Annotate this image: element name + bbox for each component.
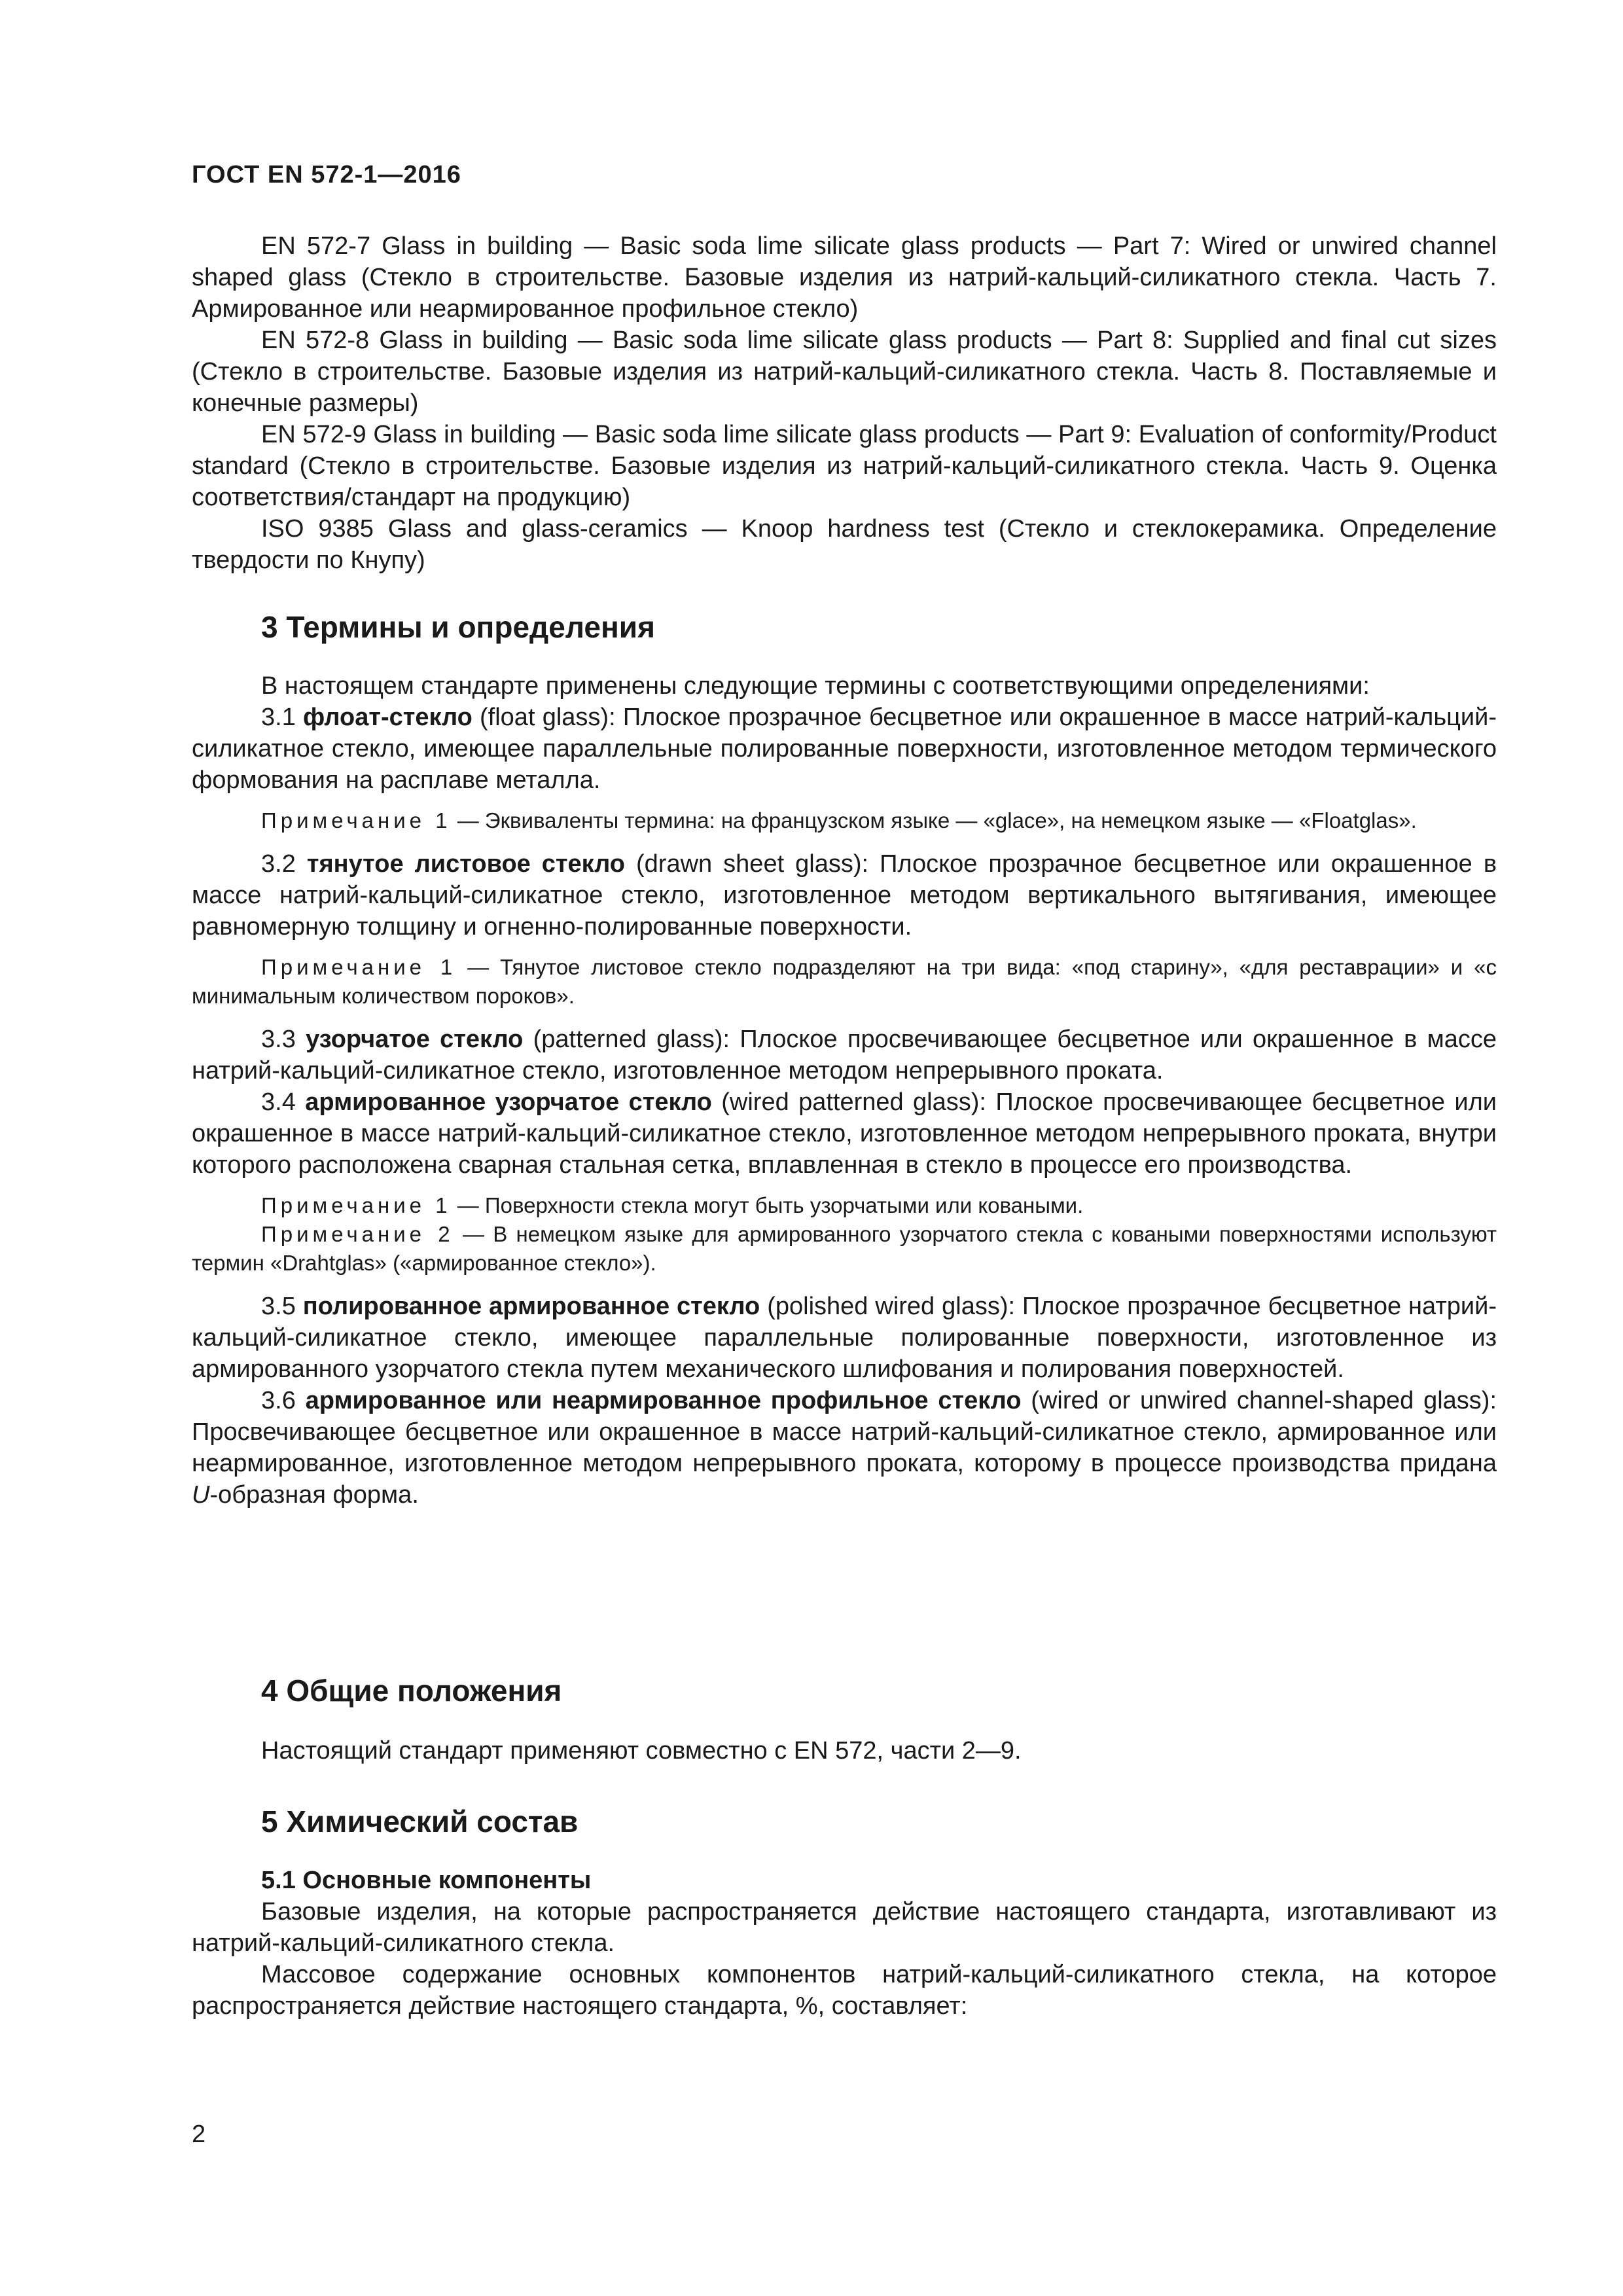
note-3-2: Примечание 1 — Тянутое листовое стекло подразделяют на три вида: «под старину», «для реставрации» и «с минимальным количеством пороков». — [192, 955, 1497, 1008]
ref-en-572-8: EN 572-8 Glass in building — Basic soda lime silicate glass products — Part 8: Supplied and final cut sizes (Стекло в строительстве. Базовые изделия из натрий-кальций-силикатного стекла. Часть 8. Поставляемые и конечные размеры) — [192, 327, 1497, 417]
note-3-1: Примечание 1 — Эквиваленты термина: на французском языке — «glace», на немецком языке — «Floatglas». — [261, 808, 1417, 833]
section-3-title: 3 Термины и определения — [261, 610, 655, 644]
ref-en-572-7: EN 572-7 Glass in building — Basic soda lime silicate glass products — Part 7: Wired or unwired channel shaped glass (Стекло в строительстве. Базовые изделия из натрий-кальций-силикатного стекла. Часть 7. Армированное или неармированное профильное стекло) — [192, 232, 1497, 323]
page-number: 2 — [192, 2121, 206, 2148]
term-3-3-name: узорчатое стекло — [306, 1026, 524, 1053]
term-3-6-name: армированное или неармированное профильное стекло — [305, 1387, 1022, 1414]
term-3-1: 3.1 флоат-стекло (float glass): Плоское прозрачное бесцветное или окрашенное в массе натрий-кальций-силикатное стекло, имеющее параллельные полированные поверхности, изготовленное методом термического формования на расплаве металла. — [192, 704, 1497, 794]
term-3-5: 3.5 полированное армированное стекло (polished wired glass): Плоское прозрачное бесцветное натрий-кальций-силикатное стекло, имеющее параллельные полированные поверхности, изготовленное из армированного узорчатого стекла путем механического шлифования и полирования поверхностей. — [192, 1293, 1497, 1383]
term-3-6: 3.6 армированное или неармированное профильное стекло (wired or unwired channel-shaped glass): Просвечивающее бесцветное или окрашенное в массе натрий-кальций-силикатное стекло, армированное или неармированное, изготовленное методом непрерывного проката, которому в процессе производства придана U-образная форма. — [192, 1387, 1497, 1509]
section-4 — [192, 1672, 1497, 1767]
section-5-1-p1: Базовые изделия, на которые распространяется действие настоящего стандарта, изготавливают из натрий-кальций-силикатного стекла. — [192, 1898, 1497, 1957]
section-5-1-p2: Массовое содержание основных компонентов натрий-кальций-силикатного стекла, на которое распространяется действие настоящего стандарта, %, составляет: — [192, 1961, 1497, 2020]
section-3 — [192, 609, 1497, 1511]
term-3-3: 3.3 узорчатое стекло (patterned glass): Плоское просвечивающее бесцветное или окрашенное в массе натрий-кальций-силикатное стекло, изготовленное методом непрерывного проката. — [192, 1026, 1497, 1085]
note-3-4-1: Примечание 1 — Поверхности стекла могут быть узорчатыми или коваными. — [261, 1193, 1084, 1217]
standard-header: ГОСТ EN 572-1—2016 — [192, 161, 461, 188]
term-3-5-name: полированное армированное стекло — [302, 1293, 760, 1320]
term-3-1-name: флоат-стекло — [303, 704, 473, 731]
section-3-intro: В настоящем стандарте применены следующие термины с соответствующими определениями: — [261, 672, 1370, 700]
term-3-2-name: тянутое листовое стекло — [306, 850, 626, 878]
note-3-4-2: Примечание 2 — В немецком языке для армированного узорчатого стекла с коваными поверхностями используют термин «Drahtglas» («армированное стекло»). — [192, 1222, 1497, 1275]
term-3-4: 3.4 армированное узорчатое стекло (wired patterned glass): Плоское просвечивающее бесцветное или окрашенное в массе натрий-кальций-силикатное стекло, изготовленное методом непрерывного проката, внутри которого расположена сварная стальная сетка, вплавленная в стекло в процессе его производства. — [192, 1088, 1497, 1179]
term-3-2: 3.2 тянутое листовое стекло (drawn sheet glass): Плоское прозрачное бесцветное или окрашенное в массе натрий-кальций-силикатное стекло, изготовленное методом вертикального вытягивания, имеющее равномерную толщину и огненно-полированные поверхности. — [192, 850, 1497, 941]
normative-references — [192, 230, 1497, 576]
section-4-text: Настоящий стандарт применяют совместно с EN 572, части 2—9. — [261, 1737, 1022, 1765]
section-5-title: 5 Химический состав — [261, 1804, 579, 1839]
ref-en-572-9: EN 572-9 Glass in building — Basic soda lime silicate glass products — Part 9: Evaluation of conformity/Product standard (Стекло в строительстве. Базовые изделия из натрий-кальций-силикатного стекла. Часть 9. Оценка соответствия/стандарт на продукцию) — [192, 421, 1497, 511]
section-5 — [192, 1803, 1497, 2022]
term-3-4-name: армированное узорчатое стекло — [305, 1088, 712, 1116]
section-4-title: 4 Общие положения — [261, 1674, 562, 1708]
subsection-5-1-title: 5.1 Основные компоненты — [261, 1867, 592, 1894]
ref-iso-9385: ISO 9385 Glass and glass-ceramics — Knoop hardness test (Стекло и стеклокерамика. Определение твердости по Кнупу) — [192, 515, 1497, 574]
